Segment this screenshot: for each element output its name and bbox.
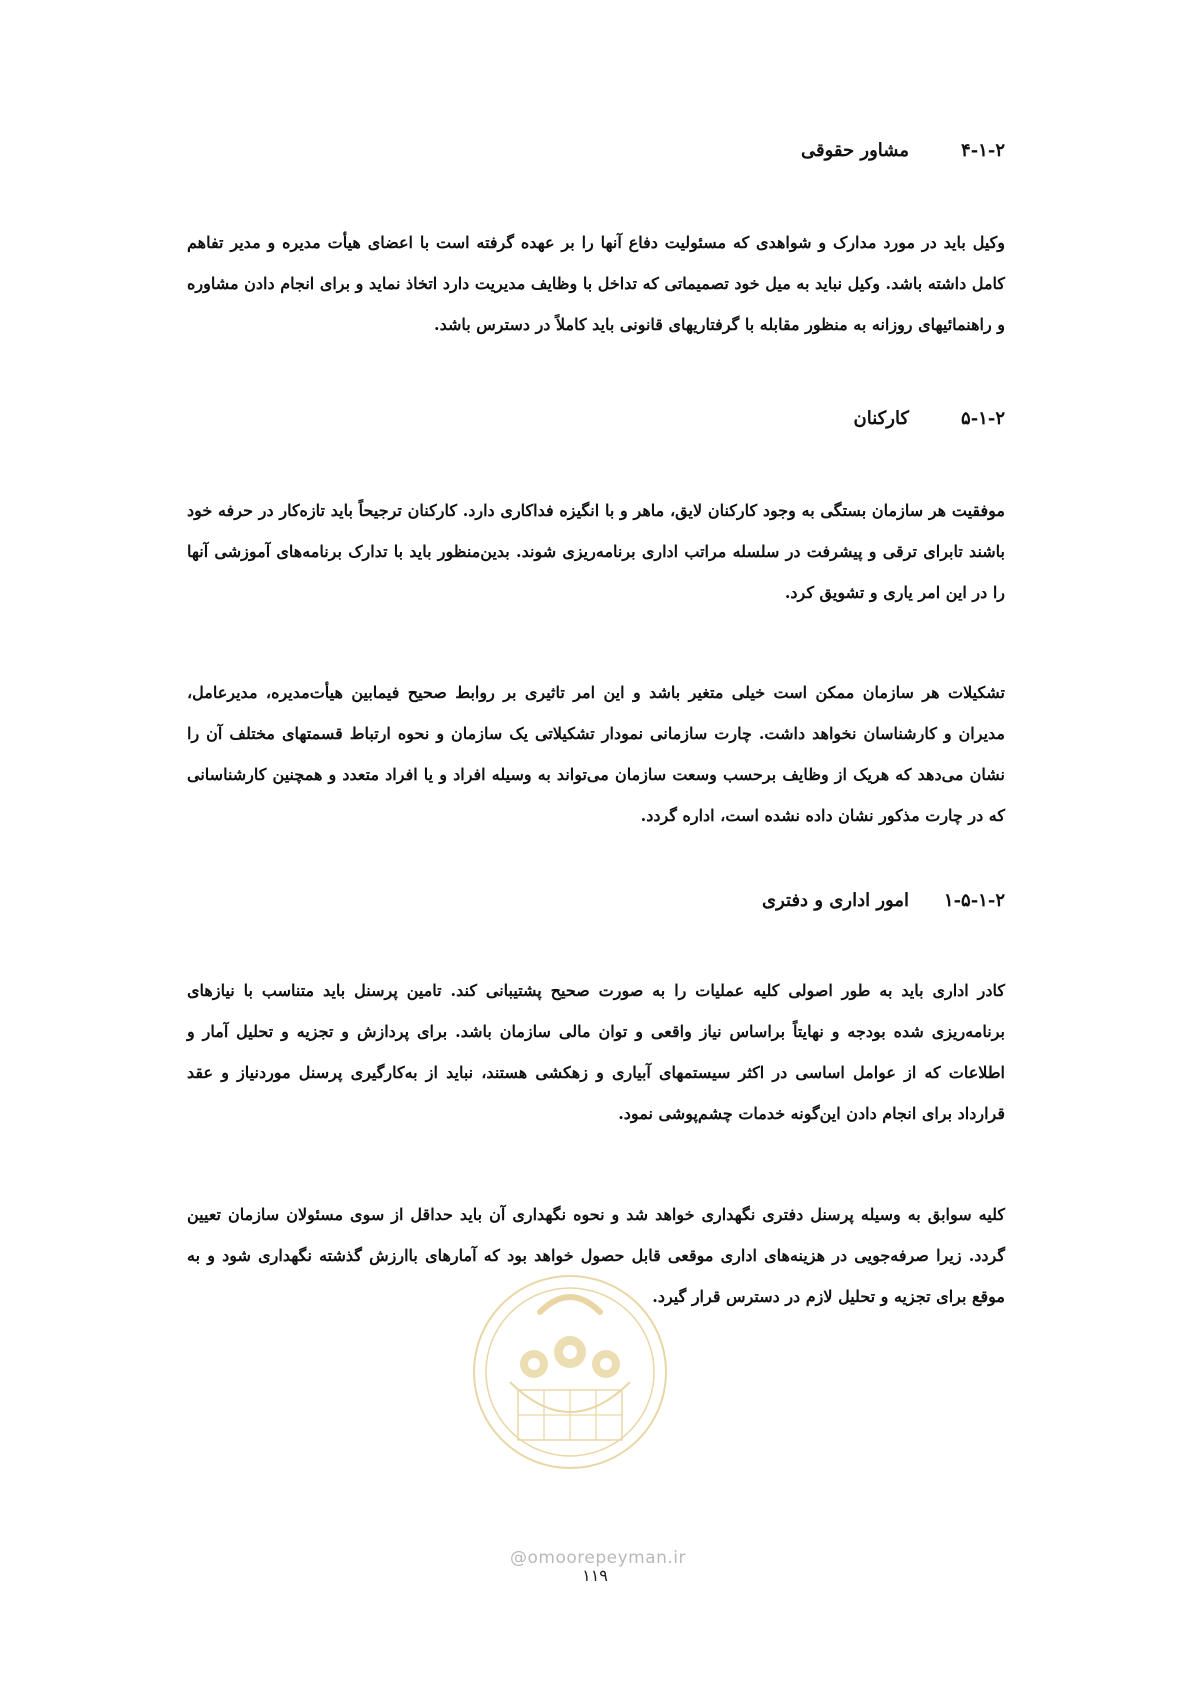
section-heading-administrative [762,890,1005,911]
paragraph-administrative-2: کلیه سوابق به وسیله پرسنل دفتری نگهداری خواهد شد و نحوه نگهداری آن باید حداقل از سوی مسئولان سازمان تعیین گردد. زیرا صرفه‌جویی در هزینه‌های اداری موقعی قابل حصول خواهد بود که آمارهای باارزش گذشته نگهداری شود و به موقع برای تجزیه و تحلیل لازم در دسترس قرار گیرد. [187,1205,1006,1306]
section-heading-staff [854,408,1005,429]
paragraph-administrative-1: کادر اداری باید به طور اصولی کلیه عملیات را به صورت صحیح پشتیبانی کند. تامین پرسنل باید متناسب با نیازهای برنامه‌ریزی شده بودجه و نهایتاً براساس نیاز واقعی و توان مالی سازمان باشد. برای پردازش و تجزیه و تحلیل آمار و اطلاعات که از عوامل اساسی در اکثر سیستمهای آبیاری و زهکشی هستند، نباید از به‌کارگیری پرسنل موردنیاز و عقد قرارداد برای انجام دادن این‌گونه خدمات چشم‌پوشی نمود. [187,981,1005,1123]
paragraph-legal-advisor: وکیل باید در مورد مدارک و شواهدی که مسئولیت دفاع آنها را بر عهده گرفته است با اعضای هیأت مدیره و مدیر تفاهم کامل داشته باشد. وکیل نباید به میل خود تصمیماتی که تداخل با وظایف مدیریت دارد اتخاذ نماید و برای انجام دادن مشاوره و راهنمائیهای روزانه به منظور مقابله با گرفتاریهای قانونی باید کاملاً در دسترس باشد. [187,233,1005,334]
section-title: مشاور حقوقی [801,140,909,161]
section-title: امور اداری و دفتری [762,890,909,911]
watermark-site-text: @omoorepeyman.ir [509,1548,687,1568]
section-number: ۱-۵-۱-۲ [943,890,1005,911]
section-heading-legal-advisor [801,140,1005,161]
seal-watermark-icon [470,1272,670,1472]
section-number: ۵-۱-۲ [961,408,1005,429]
paragraph-staff-1: موفقیت هر سازمان بستگی به وجود کارکنان لایق، ماهر و با انگیزه فداکاری دارد. کارکنان ترجیحاً باید تازه‌کار در حرفه خود باشند تابرای ترقی و پیشرفت در سلسله مراتب اداری برنامه‌ریزی شوند. بدین‌منظور باید با تدارک برنامه‌های آموزشی آنها را در این امر یاری و تشویق کرد. [187,501,1006,602]
section-number: ۴-۱-۲ [961,140,1005,161]
paragraph-staff-2: تشکیلات هر سازمان ممکن است خیلی متغیر باشد و این امر تاثیری بر روابط صحیح فیمابین هیأت‌مدیره، مدیرعامل، مدیران و کارشناسان نخواهد داشت. چارت سازمانی نمودار تشکیلاتی یک سازمان و نحوه ارتباط قسمتهای مختلف آن را نشان می‌دهد که هریک از وظایف برحسب وسعت سازمان می‌تواند به وسیله افراد و یا افراد متعدد و همچنین کارشناسانی که در چارت مذکور نشان داده نشده است، اداره گردد. [187,683,1005,825]
section-title: کارکنان [853,408,909,429]
page-number: ۱۱۹ [582,1566,608,1585]
